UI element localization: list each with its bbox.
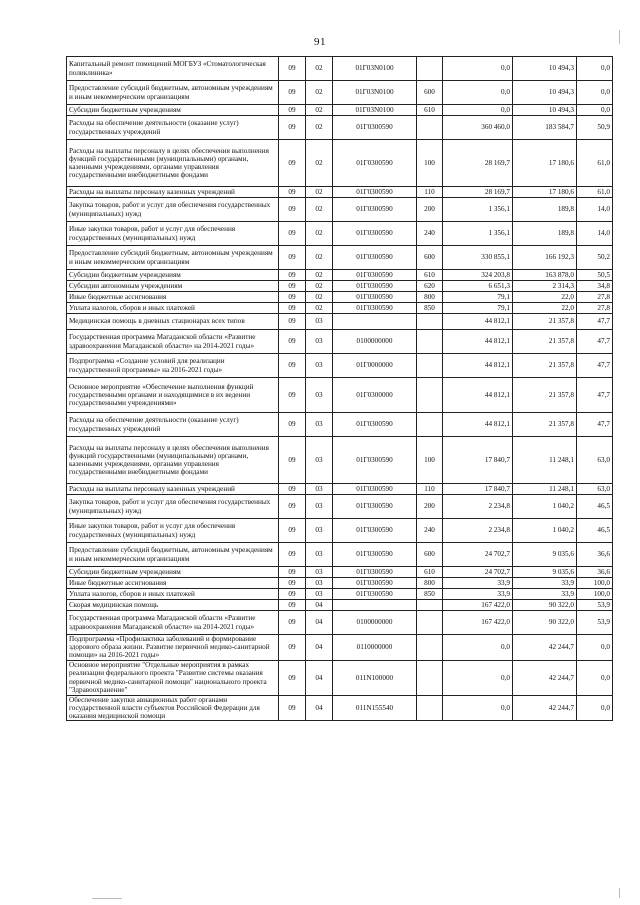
cell-v2: 21 357,8 bbox=[513, 314, 577, 330]
cell-rz: 09 bbox=[279, 354, 306, 378]
cell-pr: 02 bbox=[306, 281, 333, 292]
cell-pct: 0,0 bbox=[577, 660, 613, 695]
cell-vr: 100 bbox=[417, 140, 443, 187]
cell-v1: 24 702,7 bbox=[443, 567, 513, 578]
cell-v1: 17 840,7 bbox=[443, 437, 513, 484]
table-row bbox=[67, 270, 613, 281]
cell-pct: 36,6 bbox=[577, 543, 613, 567]
cell-name: Закупка товаров, работ и услуг для обеспечения государственных (муниципальных) нужд bbox=[67, 495, 279, 519]
cell-pr: 03 bbox=[306, 567, 333, 578]
cell-pct: 27,8 bbox=[577, 292, 613, 303]
table-row bbox=[67, 378, 613, 413]
cell-pr: 02 bbox=[306, 246, 333, 270]
cell-pr: 04 bbox=[306, 611, 333, 635]
cell-v1: 44 812,1 bbox=[443, 413, 513, 437]
cell-v1: 6 651,3 bbox=[443, 281, 513, 292]
cell-pct: 50,5 bbox=[577, 270, 613, 281]
cell-v1: 44 812,1 bbox=[443, 354, 513, 378]
cell-name: Подпрограмма «Создание условий для реализации государственной программы» на 2016-2021 годы» bbox=[67, 354, 279, 378]
cell-csr: 01Г0300590 bbox=[333, 543, 417, 567]
cell-csr: 01Г0300590 bbox=[333, 495, 417, 519]
cell-csr: 01Г0300590 bbox=[333, 578, 417, 589]
cell-name: Иные бюджетные ассигнования bbox=[67, 292, 279, 303]
cell-csr: 011N100000 bbox=[333, 660, 417, 695]
cell-name: Расходы на выплаты персоналу казенных учреждений bbox=[67, 187, 279, 198]
cell-vr bbox=[417, 660, 443, 695]
cell-pct: 47,7 bbox=[577, 413, 613, 437]
cell-csr: 01Г0300590 bbox=[333, 589, 417, 600]
cell-v2: 42 244,7 bbox=[513, 635, 577, 661]
cell-vr: 610 bbox=[417, 567, 443, 578]
cell-name: Предоставление субсидий бюджетным, автономным учреждениям и иным некоммерческим организациям bbox=[67, 246, 279, 270]
cell-rz: 09 bbox=[279, 437, 306, 484]
cell-pct: 63,0 bbox=[577, 437, 613, 484]
cell-name: Основное мероприятие "Отдельные мероприятия в рамках реализации федерального проекта "Развитие системы оказания первичной медико-санитарной помощи" национального проекта "Здравоохранение" bbox=[67, 660, 279, 695]
table-row bbox=[67, 330, 613, 354]
cell-pct: 46,5 bbox=[577, 495, 613, 519]
cell-v2: 21 357,8 bbox=[513, 413, 577, 437]
cell-rz: 09 bbox=[279, 292, 306, 303]
cell-name: Государственная программа Магаданской области «Развитие здравоохранения Магаданской области» на 2014-2021 годы» bbox=[67, 611, 279, 635]
cell-v2: 189,8 bbox=[513, 198, 577, 222]
cell-v2: 90 322,0 bbox=[513, 600, 577, 611]
cell-csr: 01Г0000000 bbox=[333, 354, 417, 378]
cell-name: Субсидии бюджетным учреждениям bbox=[67, 270, 279, 281]
cell-v1: 2 234,8 bbox=[443, 519, 513, 543]
cell-vr: 200 bbox=[417, 495, 443, 519]
table-row bbox=[67, 635, 613, 661]
cell-csr: 01Г0300000 bbox=[333, 378, 417, 413]
cell-vr: 610 bbox=[417, 105, 443, 116]
cell-pr: 03 bbox=[306, 330, 333, 354]
cell-vr: 800 bbox=[417, 292, 443, 303]
cell-rz: 09 bbox=[279, 695, 306, 721]
cell-name: Скорая медицинская помощь bbox=[67, 600, 279, 611]
cell-pct: 14,0 bbox=[577, 198, 613, 222]
cell-v1: 44 812,1 bbox=[443, 378, 513, 413]
cell-csr: 01Г0300590 bbox=[333, 303, 417, 314]
cell-vr bbox=[417, 57, 443, 81]
cell-rz: 09 bbox=[279, 81, 306, 105]
cell-v1: 44 812,1 bbox=[443, 314, 513, 330]
cell-v1: 44 812,1 bbox=[443, 330, 513, 354]
cell-v1: 324 203,8 bbox=[443, 270, 513, 281]
cell-pct: 53,9 bbox=[577, 611, 613, 635]
cell-csr: 0100000000 bbox=[333, 611, 417, 635]
cell-pct: 53,9 bbox=[577, 600, 613, 611]
cell-csr: 01Г0300590 bbox=[333, 484, 417, 495]
scan-edge-mark bbox=[619, 888, 620, 898]
cell-csr: 01Г03N0100 bbox=[333, 57, 417, 81]
cell-pr: 03 bbox=[306, 589, 333, 600]
cell-vr: 110 bbox=[417, 187, 443, 198]
table-row bbox=[67, 314, 613, 330]
cell-pct: 46,5 bbox=[577, 519, 613, 543]
cell-v2: 42 244,7 bbox=[513, 660, 577, 695]
cell-v2: 10 494,3 bbox=[513, 57, 577, 81]
cell-vr: 600 bbox=[417, 246, 443, 270]
cell-pr: 03 bbox=[306, 378, 333, 413]
cell-pr: 03 bbox=[306, 578, 333, 589]
cell-v1: 24 702,7 bbox=[443, 543, 513, 567]
cell-name: Капитальный ремонт помещений МОГБУЗ «Стоматологическая поликлиника» bbox=[67, 57, 279, 81]
cell-rz: 09 bbox=[279, 246, 306, 270]
table-row bbox=[67, 246, 613, 270]
cell-csr: 01Г0300590 bbox=[333, 140, 417, 187]
cell-pr: 02 bbox=[306, 116, 333, 140]
cell-vr: 610 bbox=[417, 270, 443, 281]
page-number: 91 bbox=[314, 36, 326, 48]
cell-vr bbox=[417, 378, 443, 413]
cell-v1: 167 422,0 bbox=[443, 611, 513, 635]
cell-pr: 02 bbox=[306, 81, 333, 105]
cell-v1: 0,0 bbox=[443, 660, 513, 695]
scan-edge-mark bbox=[619, 30, 620, 44]
cell-csr: 01Г03N0100 bbox=[333, 81, 417, 105]
cell-v1: 330 855,1 bbox=[443, 246, 513, 270]
cell-csr: 01Г0300590 bbox=[333, 116, 417, 140]
cell-name: Основное мероприятие «Обеспечение выполнения функций государственными органами и находящимися в их ведении государственными учреждениями» bbox=[67, 378, 279, 413]
cell-rz: 09 bbox=[279, 378, 306, 413]
cell-rz: 09 bbox=[279, 660, 306, 695]
cell-vr bbox=[417, 635, 443, 661]
cell-pr: 04 bbox=[306, 635, 333, 661]
cell-pct: 0,0 bbox=[577, 105, 613, 116]
cell-pr: 04 bbox=[306, 695, 333, 721]
cell-csr: 01Г0300590 bbox=[333, 567, 417, 578]
cell-name: Предоставление субсидий бюджетным, автономным учреждениям и иным некоммерческим организациям bbox=[67, 543, 279, 567]
cell-csr: 011N155540 bbox=[333, 695, 417, 721]
cell-vr bbox=[417, 600, 443, 611]
cell-name: Медицинская помощь в дневных стационарах всех типов bbox=[67, 314, 279, 330]
cell-vr: 850 bbox=[417, 589, 443, 600]
cell-vr bbox=[417, 413, 443, 437]
cell-v1: 360 460,0 bbox=[443, 116, 513, 140]
cell-pct: 100,0 bbox=[577, 578, 613, 589]
cell-rz: 09 bbox=[279, 578, 306, 589]
cell-v2: 33,9 bbox=[513, 589, 577, 600]
cell-v1: 0,0 bbox=[443, 635, 513, 661]
cell-pr: 03 bbox=[306, 484, 333, 495]
cell-name: Расходы на обеспечение деятельности (оказание услуг) государственных учреждений bbox=[67, 116, 279, 140]
cell-rz: 09 bbox=[279, 270, 306, 281]
cell-vr: 240 bbox=[417, 519, 443, 543]
table-row bbox=[67, 187, 613, 198]
cell-pct: 36,6 bbox=[577, 567, 613, 578]
table-row bbox=[67, 140, 613, 187]
cell-v2: 166 192,3 bbox=[513, 246, 577, 270]
cell-name: Расходы на обеспечение деятельности (оказание услуг) государственных учреждений bbox=[67, 413, 279, 437]
cell-pr: 02 bbox=[306, 187, 333, 198]
cell-csr: 01Г03N0100 bbox=[333, 105, 417, 116]
cell-pct: 27,8 bbox=[577, 303, 613, 314]
table-row bbox=[67, 484, 613, 495]
cell-pr: 03 bbox=[306, 413, 333, 437]
cell-name: Расходы на выплаты персоналу в целях обеспечения выполнения функций государственными (муниципальными) органами, казенными учреждениями, органами управления государственными внебюджетными фондами bbox=[67, 140, 279, 187]
cell-rz: 09 bbox=[279, 187, 306, 198]
cell-v2: 10 494,3 bbox=[513, 105, 577, 116]
cell-v2: 183 584,7 bbox=[513, 116, 577, 140]
cell-pct: 50,2 bbox=[577, 246, 613, 270]
cell-pr: 02 bbox=[306, 198, 333, 222]
cell-rz: 09 bbox=[279, 589, 306, 600]
cell-v2: 33,9 bbox=[513, 578, 577, 589]
cell-rz: 09 bbox=[279, 314, 306, 330]
cell-name: Государственная программа Магаданской области «Развитие здравоохранения Магаданской области» на 2014-2021 годы» bbox=[67, 330, 279, 354]
cell-v1: 79,1 bbox=[443, 303, 513, 314]
cell-csr: 0110000000 bbox=[333, 635, 417, 661]
cell-name: Иные бюджетные ассигнования bbox=[67, 578, 279, 589]
cell-vr bbox=[417, 611, 443, 635]
cell-csr bbox=[333, 314, 417, 330]
cell-v2: 21 357,8 bbox=[513, 378, 577, 413]
cell-rz: 09 bbox=[279, 484, 306, 495]
cell-pct: 47,7 bbox=[577, 330, 613, 354]
table-row bbox=[67, 578, 613, 589]
cell-v2: 17 180,6 bbox=[513, 140, 577, 187]
cell-csr: 01Г0300590 bbox=[333, 413, 417, 437]
budget-table bbox=[66, 56, 613, 721]
cell-pr: 02 bbox=[306, 292, 333, 303]
cell-pr: 03 bbox=[306, 354, 333, 378]
cell-v2: 90 322,0 bbox=[513, 611, 577, 635]
cell-pct: 34,8 bbox=[577, 281, 613, 292]
cell-name: Подпрограмма «Профилактика заболеваний и формирование здорового образа жизни. Развитие первичной медико-санитарной помощи» на 2016-2021 годы» bbox=[67, 635, 279, 661]
cell-v1: 79,1 bbox=[443, 292, 513, 303]
cell-pr: 04 bbox=[306, 600, 333, 611]
cell-pr: 03 bbox=[306, 543, 333, 567]
cell-v1: 0,0 bbox=[443, 695, 513, 721]
cell-v1: 2 234,8 bbox=[443, 495, 513, 519]
cell-v2: 11 248,1 bbox=[513, 437, 577, 484]
scan-footer-mark bbox=[92, 898, 122, 899]
table-row bbox=[67, 303, 613, 314]
cell-pr: 02 bbox=[306, 140, 333, 187]
cell-rz: 09 bbox=[279, 413, 306, 437]
cell-name: Расходы на выплаты персоналу в целях обеспечения выполнения функций государственными (муниципальными) органами, казенными учреждениями, органами управления государственными внебюджетными фондами bbox=[67, 437, 279, 484]
cell-vr bbox=[417, 695, 443, 721]
cell-rz: 09 bbox=[279, 330, 306, 354]
cell-v2: 11 248,1 bbox=[513, 484, 577, 495]
cell-pct: 0,0 bbox=[577, 57, 613, 81]
table-row bbox=[67, 600, 613, 611]
cell-rz: 09 bbox=[279, 495, 306, 519]
cell-name: Предоставление субсидий бюджетным, автономным учреждениям и иным некоммерческим организациям bbox=[67, 81, 279, 105]
cell-csr: 01Г0300590 bbox=[333, 292, 417, 303]
cell-pct: 0,0 bbox=[577, 81, 613, 105]
cell-pr: 04 bbox=[306, 660, 333, 695]
cell-csr: 0100000000 bbox=[333, 330, 417, 354]
cell-v1: 28 169,7 bbox=[443, 140, 513, 187]
cell-vr: 600 bbox=[417, 81, 443, 105]
table-row bbox=[67, 198, 613, 222]
cell-v2: 2 314,3 bbox=[513, 281, 577, 292]
table-row bbox=[67, 567, 613, 578]
cell-v1: 167 422,0 bbox=[443, 600, 513, 611]
table-row bbox=[67, 695, 613, 721]
cell-pr: 03 bbox=[306, 437, 333, 484]
cell-rz: 09 bbox=[279, 611, 306, 635]
cell-pr: 02 bbox=[306, 105, 333, 116]
cell-v2: 9 035,6 bbox=[513, 567, 577, 578]
cell-csr: 01Г0300590 bbox=[333, 222, 417, 246]
cell-vr bbox=[417, 330, 443, 354]
table-row bbox=[67, 437, 613, 484]
cell-csr: 01Г0300590 bbox=[333, 437, 417, 484]
cell-pct: 50,9 bbox=[577, 116, 613, 140]
cell-rz: 09 bbox=[279, 105, 306, 116]
cell-csr: 01Г0300590 bbox=[333, 281, 417, 292]
table-row bbox=[67, 354, 613, 378]
cell-vr: 240 bbox=[417, 222, 443, 246]
cell-csr: 01Г0300590 bbox=[333, 246, 417, 270]
cell-rz: 09 bbox=[279, 198, 306, 222]
table-row bbox=[67, 57, 613, 81]
cell-v1: 1 356,1 bbox=[443, 198, 513, 222]
cell-v2: 22,0 bbox=[513, 292, 577, 303]
cell-v2: 10 494,3 bbox=[513, 81, 577, 105]
cell-pct: 61,0 bbox=[577, 140, 613, 187]
cell-vr bbox=[417, 314, 443, 330]
cell-rz: 09 bbox=[279, 281, 306, 292]
cell-name: Закупка товаров, работ и услуг для обеспечения государственных (муниципальных) нужд bbox=[67, 198, 279, 222]
cell-vr bbox=[417, 354, 443, 378]
cell-vr: 850 bbox=[417, 303, 443, 314]
table-row bbox=[67, 660, 613, 695]
cell-name: Субсидии автономным учреждениям bbox=[67, 281, 279, 292]
cell-vr: 800 bbox=[417, 578, 443, 589]
cell-name: Уплата налогов, сборов и иных платежей bbox=[67, 589, 279, 600]
cell-v1: 1 356,1 bbox=[443, 222, 513, 246]
cell-pct: 47,7 bbox=[577, 314, 613, 330]
cell-vr bbox=[417, 116, 443, 140]
cell-rz: 09 bbox=[279, 222, 306, 246]
cell-name: Расходы на выплаты персоналу казенных учреждений bbox=[67, 484, 279, 495]
cell-v2: 42 244,7 bbox=[513, 695, 577, 721]
cell-name: Обеспечение закупки авиационных работ органами государственной власти субъектов Российской Федерации для оказания медицинской помощи bbox=[67, 695, 279, 721]
cell-csr: 01Г0300590 bbox=[333, 270, 417, 281]
cell-rz: 09 bbox=[279, 57, 306, 81]
cell-rz: 09 bbox=[279, 543, 306, 567]
cell-pct: 100,0 bbox=[577, 589, 613, 600]
cell-v2: 17 180,6 bbox=[513, 187, 577, 198]
cell-pct: 0,0 bbox=[577, 635, 613, 661]
cell-v2: 22,0 bbox=[513, 303, 577, 314]
cell-pct: 47,7 bbox=[577, 378, 613, 413]
table-row bbox=[67, 413, 613, 437]
cell-csr: 01Г0300590 bbox=[333, 519, 417, 543]
cell-csr bbox=[333, 600, 417, 611]
table-row bbox=[67, 281, 613, 292]
cell-pct: 61,0 bbox=[577, 187, 613, 198]
table-row bbox=[67, 589, 613, 600]
cell-csr: 01Г0300590 bbox=[333, 198, 417, 222]
table-row bbox=[67, 116, 613, 140]
cell-vr: 600 bbox=[417, 543, 443, 567]
cell-name: Иные закупки товаров, работ и услуг для обеспечения государственных (муниципальных) нужд bbox=[67, 222, 279, 246]
cell-vr: 620 bbox=[417, 281, 443, 292]
cell-rz: 09 bbox=[279, 140, 306, 187]
table-row bbox=[67, 222, 613, 246]
cell-rz: 09 bbox=[279, 519, 306, 543]
cell-pr: 03 bbox=[306, 314, 333, 330]
table-row bbox=[67, 105, 613, 116]
cell-v2: 9 035,6 bbox=[513, 543, 577, 567]
cell-rz: 09 bbox=[279, 600, 306, 611]
cell-pct: 14,0 bbox=[577, 222, 613, 246]
cell-name: Субсидии бюджетным учреждениям bbox=[67, 567, 279, 578]
cell-v1: 0,0 bbox=[443, 105, 513, 116]
cell-rz: 09 bbox=[279, 635, 306, 661]
cell-v2: 21 357,8 bbox=[513, 354, 577, 378]
cell-name: Субсидии бюджетным учреждениям bbox=[67, 105, 279, 116]
cell-v2: 21 357,8 bbox=[513, 330, 577, 354]
cell-v1: 33,9 bbox=[443, 578, 513, 589]
cell-vr: 110 bbox=[417, 484, 443, 495]
cell-pr: 03 bbox=[306, 519, 333, 543]
cell-vr: 100 bbox=[417, 437, 443, 484]
cell-pct: 0,0 bbox=[577, 695, 613, 721]
cell-v1: 17 840,7 bbox=[443, 484, 513, 495]
cell-name: Иные закупки товаров, работ и услуг для обеспечения государственных (муниципальных) нужд bbox=[67, 519, 279, 543]
table-row bbox=[67, 81, 613, 105]
cell-v2: 189,8 bbox=[513, 222, 577, 246]
cell-rz: 09 bbox=[279, 303, 306, 314]
cell-name: Уплата налогов, сборов и иных платежей bbox=[67, 303, 279, 314]
cell-pr: 02 bbox=[306, 57, 333, 81]
table-row bbox=[67, 292, 613, 303]
cell-vr: 200 bbox=[417, 198, 443, 222]
cell-pr: 02 bbox=[306, 270, 333, 281]
table-row bbox=[67, 519, 613, 543]
cell-v1: 28 169,7 bbox=[443, 187, 513, 198]
table-row bbox=[67, 543, 613, 567]
cell-rz: 09 bbox=[279, 116, 306, 140]
cell-pr: 02 bbox=[306, 222, 333, 246]
cell-v1: 0,0 bbox=[443, 57, 513, 81]
cell-pct: 47,7 bbox=[577, 354, 613, 378]
cell-v2: 1 040,2 bbox=[513, 495, 577, 519]
cell-v2: 163 878,0 bbox=[513, 270, 577, 281]
cell-v2: 1 040,2 bbox=[513, 519, 577, 543]
cell-pr: 02 bbox=[306, 303, 333, 314]
cell-csr: 01Г0300590 bbox=[333, 187, 417, 198]
cell-rz: 09 bbox=[279, 567, 306, 578]
cell-v1: 0,0 bbox=[443, 81, 513, 105]
cell-pr: 03 bbox=[306, 495, 333, 519]
cell-pct: 63,0 bbox=[577, 484, 613, 495]
table-row bbox=[67, 495, 613, 519]
table-row bbox=[67, 611, 613, 635]
cell-v1: 33,9 bbox=[443, 589, 513, 600]
